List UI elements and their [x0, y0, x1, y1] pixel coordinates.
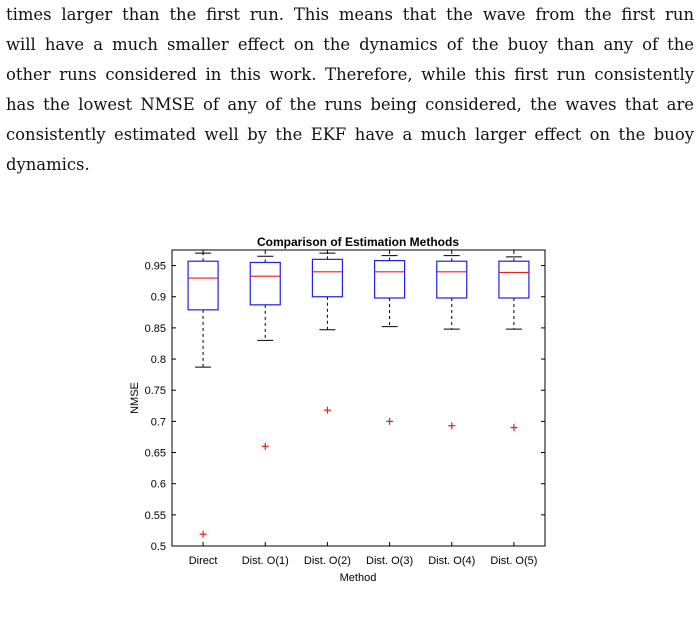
x-axis-label: Method — [339, 572, 377, 584]
x-tick-label: Dist. O(2) — [303, 555, 351, 567]
y-tick-label: 0.5 — [150, 541, 166, 553]
paragraph-line: will have a much smaller effect on the dynamics of the buoy than any of the — [6, 35, 694, 54]
y-tick-label: 0.7 — [150, 416, 166, 429]
paragraph-line: has the lowest NMSE of any of the runs being considered, the waves that are — [6, 95, 694, 114]
paragraph-line: times larger than the first run. This means that the wave from the first run — [6, 5, 694, 24]
paragraph-line: other runs considered in this work. Therefore, while this first run consistently — [6, 65, 694, 84]
paragraph-line: consistently estimated well by the EKF have a much larger effect on the buoy — [6, 125, 694, 144]
plot-area — [172, 250, 545, 546]
x-tick-label: Dist. O(3) — [366, 555, 414, 567]
y-tick-label: 0.9 — [150, 291, 166, 304]
y-tick-label: 0.8 — [150, 354, 166, 367]
y-tick-label: 0.65 — [144, 447, 166, 460]
y-tick-label: 0.6 — [150, 478, 166, 491]
chart-title: Comparison of Estimation Methods — [256, 235, 460, 249]
y-axis-label: NMSE — [129, 382, 141, 414]
y-tick-label: 0.85 — [144, 322, 166, 335]
x-tick-label: Dist. O(1) — [241, 555, 289, 567]
paragraph-line: dynamics. — [6, 155, 90, 174]
x-tick-label: Dist. O(4) — [428, 555, 476, 567]
y-tick-label: 0.75 — [144, 385, 166, 398]
x-tick-label: Dist. O(5) — [490, 555, 538, 567]
y-tick-label: 0.95 — [144, 260, 166, 273]
x-tick-label: Direct — [188, 555, 218, 567]
y-tick-label: 0.55 — [144, 509, 166, 522]
